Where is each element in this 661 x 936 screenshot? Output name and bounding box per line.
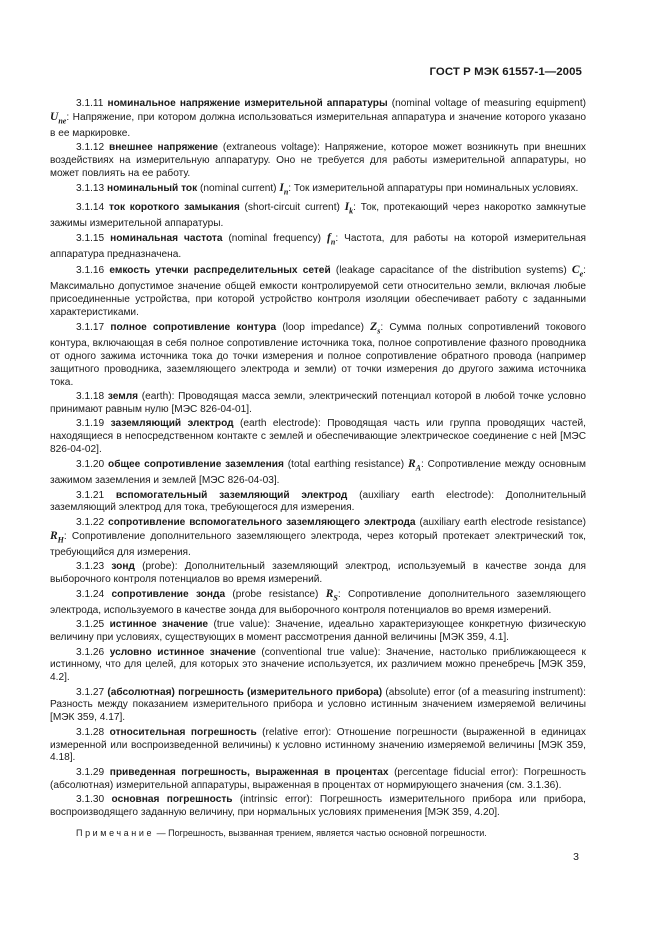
term-symbol [279, 182, 289, 197]
term-entry: 3.1.23 зонд (probe): Дополнительный заземляющий электрод, используемый в качестве зонда для выборочного контроля потенциалов во время измерений. [50, 560, 586, 585]
term-definition: Отношение погрешности (выраженной в единицах измеренной или воспроизведенной величины) к условно истинному значению измеряемой величины [МЭК 359, 4.18]. [50, 726, 586, 764]
term-symbol [50, 110, 67, 126]
term-name: сопротивление вспомогательного заземляющего электрода [108, 516, 416, 528]
symbol-subscript: S [333, 593, 338, 603]
term-number: 3.1.29 [76, 766, 105, 778]
term-entry: 3.1.20 общее сопротивление заземления (total earthing resistance) $R_A$: Сопротивление между основным зажимом заземления и землей [МЭС 826-04-03]. [50, 458, 586, 487]
term-definition: Проводящая часть или группа проводящих частей, находящиеся в непосредственном контакте с землей и обеспечивающие электрическое соединение с ней [МЭС 826-04-02]. [50, 418, 586, 455]
term-english: (probe) [142, 560, 175, 572]
symbol-subscript: A [415, 463, 421, 473]
term-name: общее сопротивление заземления [108, 459, 284, 471]
term-name: полное сопротивление контура [110, 321, 277, 333]
term-number: 3.1.19 [76, 418, 105, 430]
terms-content [50, 98, 586, 839]
term-entry: 3.1.14 ток короткого замыкания (short-circuit current) $I_k$: Ток, протекающий через накоротко замкнутые зажимы измерительной аппаратуры. [50, 200, 586, 230]
term-name: основная погрешность [111, 793, 233, 805]
symbol-letter: Z [370, 320, 378, 333]
note-label: Примечание [76, 827, 155, 838]
symbol-subscript: H [57, 534, 64, 544]
symbol-subscript: e [579, 268, 584, 278]
term-entry: 3.1.24 сопротивление зонда (probe resistance) $R_S$: Сопротивление дополнительного заземляющего электрода, используемого в качестве зонда для выборочного контроля потенциалов во время измерений. [50, 588, 586, 617]
term-name: сопротивление зонда [111, 589, 226, 601]
term-english: (absolute) error (of a measuring instrument) [385, 686, 584, 698]
term-entry: 3.1.26 условно истинное значение (conventional true value): Значение, настолько приближающееся к истинному, что для целей, для которых это значение используется, их различием можно пренебречь [МЭК 359, 4.2]. [50, 646, 586, 684]
note-text: — Погрешность, вызванная трением, является частью основной погрешности. [156, 827, 487, 838]
term-definition: Ток измерительной аппаратуры при номинальных условиях. [293, 183, 579, 195]
term-name: относительная погрешность [109, 726, 257, 738]
term-symbol [325, 588, 338, 603]
term-entry: 3.1.22 сопротивление вспомогательного заземляющего электрода (auxiliary earth electrode resistance) $R_H$: Сопротивление дополнительного заземляющего электрода, через который протекает электрический ток, требующийся для измерения. [50, 516, 586, 558]
term-name: вспомогательный заземляющий электрод [115, 489, 348, 501]
term-english: (percentage fiducial error) [394, 766, 516, 778]
term-number: 3.1.21 [76, 489, 105, 501]
term-definition: Напряжение, при котором должна использоваться измерительная аппаратура и значение которого указано в ее маркировке. [50, 111, 586, 140]
term-symbol [50, 530, 64, 542]
term-english: (nominal frequency) [228, 233, 322, 245]
symbol-letter: I [344, 200, 350, 213]
term-number: 3.1.15 [76, 233, 105, 245]
term-number: 3.1.25 [76, 619, 105, 631]
term-number: 3.1.16 [76, 264, 105, 276]
term-symbol [407, 458, 421, 473]
term-english: (nominal voltage of measuring equipment) [391, 98, 586, 109]
symbol-letter: I [279, 182, 284, 195]
term-english: (probe resistance) [232, 589, 319, 601]
term-number: 3.1.20 [76, 459, 105, 471]
symbol-letter: f [327, 232, 331, 245]
term-number: 3.1.24 [76, 589, 105, 601]
term-english: (conventional true value) [261, 646, 378, 658]
term-definition: Сопротивление между основным зажимом заземления и землей [МЭС 826-04-03]. [50, 459, 586, 487]
term-definition: Значение, настолько приближающееся к истинному, что для целей, для которых это значение используется, их различием можно пренебречь [МЭК 359, 4.2]. [50, 646, 586, 684]
term-name: номинальное напряжение измерительной аппаратуры [107, 98, 388, 109]
term-name: внешнее напряжение [108, 142, 219, 154]
term-english: (auxiliary earth electrode resistance) [419, 516, 586, 528]
term-symbol [370, 320, 381, 336]
term-english: (intrinsic error) [239, 793, 310, 805]
term-definition: Сопротивление дополнительного заземляющего электрода, через который протекает электрический ток, требующийся для измерения. [50, 530, 586, 558]
term-entry: 3.1.16 емкость утечки распределительных сетей (leakage capacitance of the distribution systems) $C_e$: Максимально допустимое значение общей емкости контролируемой сети относительно земли, включая любые присоединенные устройства, при которой устройство контроля изоляции обеспечивает работу с заданными характеристиками. [50, 263, 586, 318]
term-name: номинальная частота [110, 233, 223, 245]
term-entry: 3.1.29 приведенная погрешность, выраженная в процентах (percentage fiducial error): Погрешность (абсолютная) измерительной аппаратуры, выраженная в процентах от нормирующего значения (см. 3.1.36). [50, 766, 586, 791]
term-number: 3.1.23 [76, 560, 105, 572]
term-entry: 3.1.11 номинальное напряжение измерительной аппаратуры (nominal voltage of measuring equipment) $U_{ne}$: Напряжение, при котором должна использоваться измерительная аппаратура и значение которого указано в ее маркировке. [50, 98, 586, 140]
term-name: (абсолютная) погрешность (измерительного прибора) [107, 686, 383, 698]
note [50, 828, 586, 839]
symbol-subscript: k [349, 206, 354, 216]
term-entry: 3.1.25 истинное значение (true value): Значение, идеально характеризующее конкретную физическую величину при условиях, существующих в момент рассмотрения данной величины [МЭК 359, 4.1]. [50, 619, 586, 644]
term-english: (earth) [141, 390, 172, 402]
term-english: (short-circuit current) [244, 201, 340, 213]
symbol-letter: C [571, 263, 580, 276]
term-english: (nominal current) [199, 183, 277, 195]
term-entry: 3.1.18 земля (earth): Проводящая масса земли, электрический потенциал которой в любой точке условно принимают равным нулю [МЭС 826-04-01]. [50, 390, 586, 415]
term-entry: 3.1.15 номинальная частота (nominal frequency) $f_n$: Частота, для работы на которой измерительная аппаратура предназначена. [50, 232, 586, 261]
term-symbol [572, 264, 583, 276]
term-english: (extraneous voltage) [222, 142, 318, 154]
symbol-letter: R [50, 529, 58, 542]
term-number: 3.1.22 [76, 516, 105, 528]
symbol-subscript: n [330, 237, 336, 247]
term-entry: 3.1.19 заземляющий электрод (earth electrode): Проводящая часть или группа проводящих частей, находящиеся в непосредственном контакте с землей и обеспечивающие электрическое соединение с ней [МЭС 826-04-02]. [50, 418, 586, 455]
term-name: приведенная погрешность, выраженная в процентах [109, 766, 389, 778]
term-definition: Ток, протекающий через накоротко замкнутые зажимы измерительной аппаратуры. [50, 201, 586, 230]
term-english: (true value) [213, 619, 268, 631]
symbol-subscript: ne [58, 116, 67, 126]
term-english: (earth electrode) [240, 418, 318, 430]
term-definition: Дополнительный заземляющий электрод для тока, требующегося для измерения. [50, 489, 586, 514]
term-number: 3.1.11 [76, 98, 104, 109]
symbol-letter: R [325, 588, 334, 601]
term-entry: 3.1.17 полное сопротивление контура (loop impedance) $Z_s$: Сумма полных сопротивлений токового контура, включающая в себя полное сопротивление источника тока, полное сопротивление фазного проводника от одного зажима источника тока до точки измерения и полное сопротивление обратного провода (например защитного проводника, заземляющего электрода и земли) от точки измерения до другого зажима источника тока. [50, 320, 586, 388]
term-definition: Разность между показанием измерительного прибора и условно истинным значением измеряемой величины [МЭК 359, 4.17]. [50, 699, 586, 724]
term-number: 3.1.14 [76, 201, 105, 213]
term-english: (relative error) [262, 726, 329, 738]
term-number: 3.1.17 [76, 321, 105, 333]
term-number: 3.1.26 [76, 646, 105, 658]
term-definition: Напряжение, которое может возникнуть при внешних воздействиях на измерительную аппаратуру. Оно не требуется для работы измерительной аппаратуры, но может повлиять на ее работу. [50, 142, 586, 180]
standard-header: ГОСТ Р МЭК 61557-1—2005 [429, 66, 582, 78]
symbol-subscript: s [377, 326, 381, 336]
term-name: ток короткого замыкания [108, 201, 240, 213]
term-entry: 3.1.13 номинальный ток (nominal current) $I_n$: Ток измерительной аппаратуры при номинальных условиях. [76, 182, 579, 197]
term-name: номинальный ток [106, 183, 198, 195]
term-definition: Максимально допустимое значение общей емкости контролируемой сети относительно земли, включая любые присоединенные устройства, при которой устройство контроля изоляции обеспечивает работу с заданными характеристиками. [50, 280, 586, 318]
term-name: заземляющий электрод [110, 418, 234, 430]
term-definition: Проводящая масса земли, электрический потенциал которой в любой точке условно принимают равным нулю [МЭС 826-04-01]. [50, 390, 586, 415]
term-number: 3.1.27 [76, 686, 105, 698]
term-definition: Погрешность (абсолютная) измерительной аппаратуры, выраженная в процентах от нормирующего значения (см. 3.1.36). [50, 766, 586, 791]
term-name: емкость утечки распределительных сетей [109, 264, 331, 276]
term-symbol [344, 200, 354, 216]
term-english: (leakage capacitance of the distribution systems) [335, 264, 567, 276]
term-entry: 3.1.28 относительная погрешность (relative error): Отношение погрешности (выраженной в единицах измеренной или воспроизведенной величины) к условно истинному значению измеряемой величины [МЭК 359, 4.18]. [50, 726, 586, 764]
term-name: условно истинное значение [109, 646, 256, 658]
term-number: 3.1.28 [76, 726, 105, 738]
term-number: 3.1.13 [76, 183, 105, 195]
term-definition: Сопротивление дополнительного заземляющего электрода, используемого в качестве зонда для выборочного контроля потенциалов во время измерений. [50, 589, 586, 617]
term-english: (loop impedance) [282, 321, 364, 333]
term-definition: Дополнительный заземляющий электрод, используемый в качестве зонда для выборочного контроля потенциалов во время измерений. [50, 560, 586, 585]
term-name: истинное значение [109, 619, 209, 631]
term-entry: 3.1.21 вспомогательный заземляющий электрод (auxiliary earth electrode): Дополнительный заземляющий электрод для тока, требующегося для измерения. [50, 489, 586, 514]
term-number: 3.1.12 [76, 142, 105, 154]
term-definition: Погрешность измерительного прибора или прибора, воспроизводящего заданную величину, при нормальных условиях применения [МЭК 359, 4.20]. [50, 793, 586, 818]
terms-list [50, 98, 586, 820]
page-number: 3 [573, 851, 579, 863]
term-number: 3.1.18 [76, 390, 105, 402]
term-name: зонд [111, 560, 135, 572]
term-entry: 3.1.30 основная погрешность (intrinsic error): Погрешность измерительного прибора или прибора, воспроизводящего заданную величину, при нормальных условиях применения [МЭК 359, 4.20]. [50, 793, 586, 818]
term-definition: Сумма полных сопротивлений токового контура, включающая в себя полное сопротивление источника тока, полное сопротивление фазного проводника от одного зажима источника тока до точки измерения и полное сопротивление обратного провода (например защитного проводника, заземляющего электрода и земли) от точки измерения до другого зажима источника тока. [50, 321, 586, 388]
term-number: 3.1.30 [76, 793, 105, 805]
symbol-letter: R [407, 458, 416, 471]
term-english: (total earthing resistance) [287, 459, 405, 471]
term-entry: 3.1.12 внешнее напряжение (extraneous voltage): Напряжение, которое может возникнуть при внешних воздействиях на измерительную аппаратуру. Оно не требуется для работы измерительной аппаратуры, но может повлиять на ее работу. [50, 142, 586, 180]
term-definition: Значение, идеально характеризующее конкретную физическую величину при условиях, существующих в момент рассмотрения данной величины [МЭК 359, 4.1]. [50, 619, 586, 644]
term-english: (auxiliary earth electrode) [359, 489, 492, 501]
term-entry: 3.1.27 (абсолютная) погрешность (измерительного прибора) (absolute) error (of a measuring instrument): Разность между показанием измерительного прибора и условно истинным значением измеряемой величины [МЭК 359, 4.17]. [50, 686, 586, 724]
term-name: земля [107, 390, 139, 402]
term-symbol [327, 232, 336, 247]
term-definition: Частота, для работы на которой измерительная аппаратура предназначена. [50, 233, 586, 261]
symbol-subscript: n [283, 187, 289, 197]
symbol-letter: U [50, 110, 59, 123]
